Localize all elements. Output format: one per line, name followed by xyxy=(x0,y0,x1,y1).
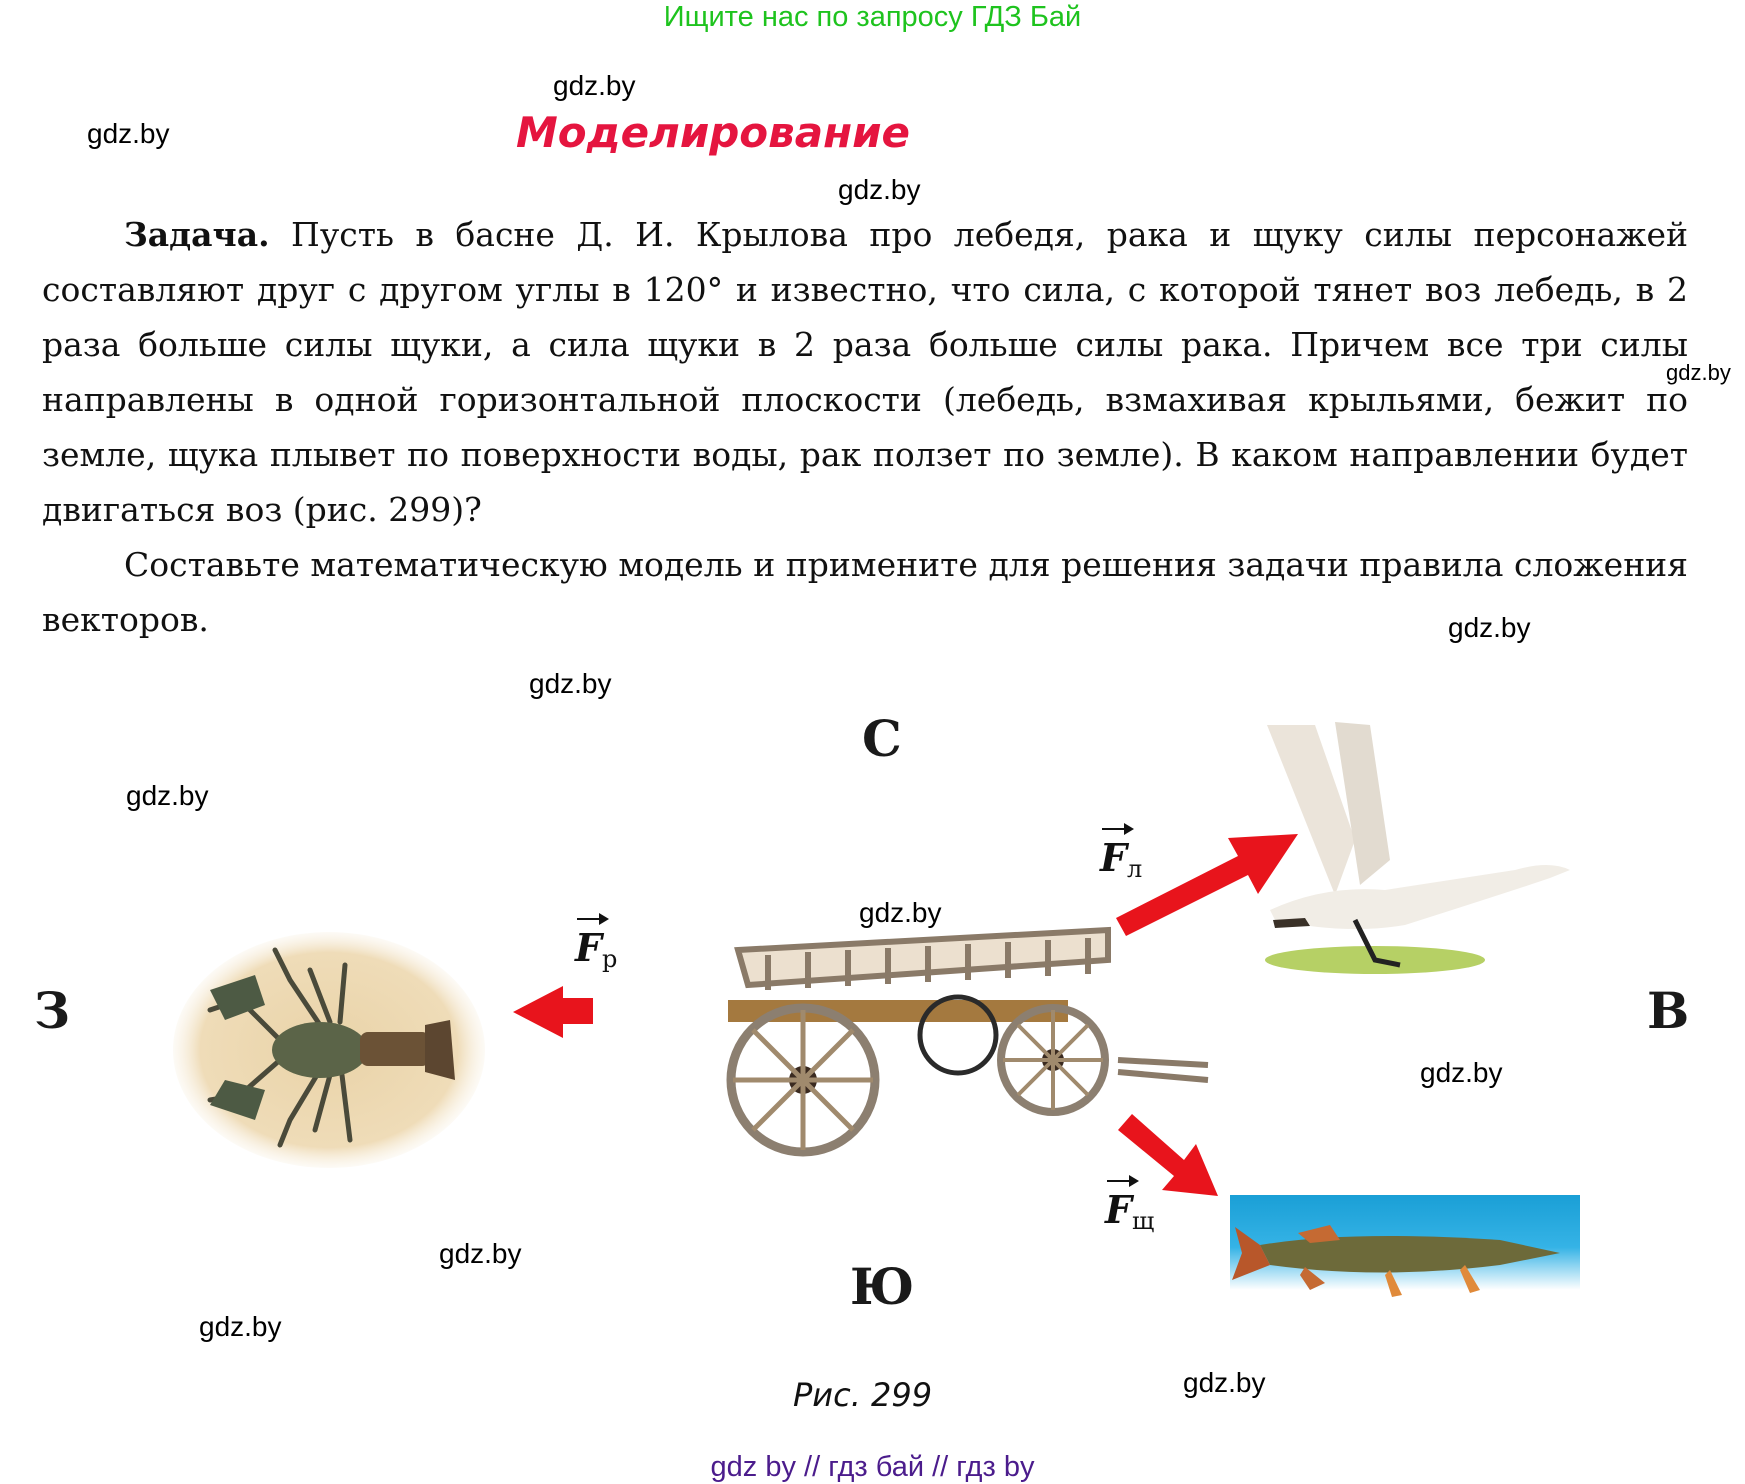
watermark: gdz.by xyxy=(439,1238,522,1269)
search-banner: Ищите нас по запросу ГДЗ Бай xyxy=(663,1,1082,33)
watermark: gdz.by xyxy=(199,1311,282,1342)
crayfish-force-arrow xyxy=(510,984,598,1040)
watermark: gdz.by xyxy=(859,897,942,928)
compass-south-label: Ю xyxy=(850,1257,915,1316)
vector-arrow-icon: F xyxy=(1105,1187,1132,1232)
task-text xyxy=(42,207,1688,647)
task-paragraph-1 xyxy=(42,207,1688,537)
pike-force-label: $F_щ$ xyxy=(1105,1187,1155,1235)
watermark: gdz.by xyxy=(126,780,209,811)
watermark: gdz.by xyxy=(838,174,921,205)
vector-arrow-icon: F xyxy=(1100,835,1127,880)
task-statement: Пусть в басне Д. И. Крылова про лебедя, рака и щуку силы персонажей составляют друг с другом углы в 120° и известно, что сила, с которой тянет воз лебедь, в 2 раза больше силы щуки, а сила щуки в 2 раза больше силы рака. Причем все три силы направлены в одной горизонтальной плоскости (лебедь, взмахивая крыльями, бежит по земле, щука плывет по поверхности воды, рак ползет по земле). В каком направлении будет двигаться воз (рис. 299)? xyxy=(42,215,1688,529)
watermark: gdz.by xyxy=(529,668,612,699)
compass-west-label: З xyxy=(34,981,71,1040)
vector-arrow-icon: F xyxy=(575,925,602,970)
watermark: gdz.by xyxy=(1420,1057,1503,1088)
figure-299 xyxy=(0,690,1745,1370)
compass-east-label: В xyxy=(1647,981,1690,1040)
watermark: gdz.by xyxy=(553,70,636,101)
watermark: gdz.by xyxy=(1183,1367,1266,1398)
watermark: gdz.by xyxy=(1666,360,1731,385)
swan-force-label: $F_л$ xyxy=(1100,835,1143,883)
crayfish-image xyxy=(170,930,488,1170)
figure-caption: Рис. 299 xyxy=(793,1376,933,1414)
section-title: Моделирование xyxy=(516,108,911,157)
pike-image xyxy=(1230,1195,1590,1310)
compass-north-label: С xyxy=(862,709,902,768)
footer-links: gdz by // гдз бай // гдз by xyxy=(710,1451,1035,1483)
swan-image xyxy=(1265,720,1595,980)
watermark: gdz.by xyxy=(1448,612,1531,643)
watermark: gdz.by xyxy=(87,118,170,149)
task-label: Задача. xyxy=(124,215,270,254)
task-paragraph-2: Составьте математическую модель и примените для решения задачи правила сложения векторов. xyxy=(42,545,1688,639)
crayfish-force-label: $F_р$ xyxy=(575,925,618,973)
